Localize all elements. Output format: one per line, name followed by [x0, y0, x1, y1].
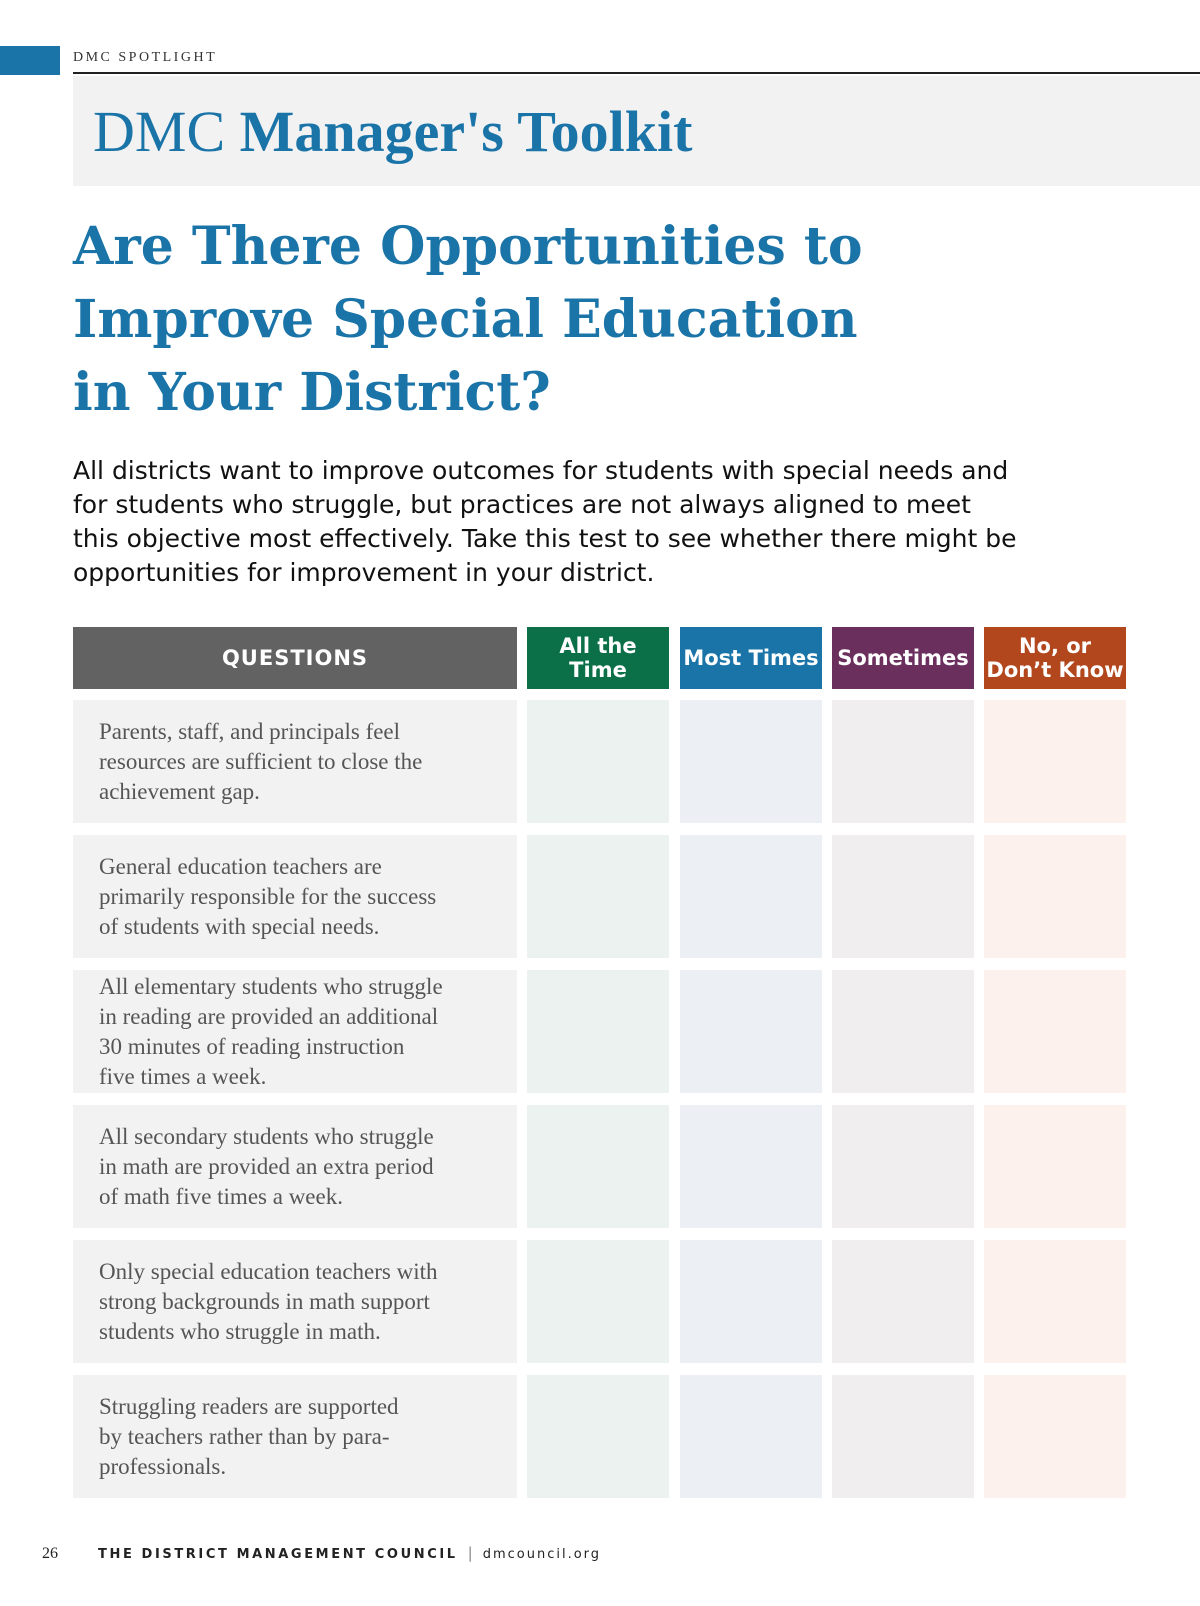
answer-cell-all-the-time[interactable]: [527, 1105, 669, 1228]
question-line: five times a week.: [99, 1063, 267, 1089]
no-or-dont-know-line: Don’t Know: [986, 658, 1124, 682]
sometimes-header: Sometimes: [832, 627, 974, 689]
question-line: All elementary students who struggle: [99, 973, 443, 999]
question-line: achievement gap.: [99, 778, 260, 804]
answer-cell-all-the-time[interactable]: [527, 835, 669, 958]
answer-cell-sometimes[interactable]: [832, 835, 974, 958]
question-cell: [73, 835, 517, 958]
question-line: strong backgrounds in math support: [99, 1288, 430, 1314]
question-line: General education teachers are: [99, 853, 382, 879]
question-text: [99, 1122, 509, 1212]
intro-line: All districts want to improve outcomes for students with special needs and: [73, 456, 1009, 485]
page-number: 26: [42, 1545, 58, 1562]
answer-cell-sometimes[interactable]: [832, 1105, 974, 1228]
headline: [73, 210, 1073, 429]
top-rule: [73, 72, 1200, 74]
question-line: professionals.: [99, 1453, 227, 1479]
question-line: Only special education teachers with: [99, 1258, 438, 1284]
footer: [42, 1544, 601, 1563]
question-line: resources are sufficient to close the: [99, 748, 423, 774]
title-prefix: DMC: [93, 99, 226, 164]
answer-cell-no-or-dont-know[interactable]: [984, 835, 1126, 958]
answer-cell-no-or-dont-know[interactable]: [984, 1240, 1126, 1363]
answer-cell-no-or-dont-know[interactable]: [984, 1375, 1126, 1498]
intro-line: for students who struggle, but practices are not always aligned to meet: [73, 490, 971, 519]
question-line: of students with special needs.: [99, 913, 380, 939]
answer-cell-most-times[interactable]: [680, 1105, 822, 1228]
no-or-dont-know-line: No, or: [1018, 634, 1092, 658]
answer-cell-most-times[interactable]: [680, 970, 822, 1093]
answer-cell-most-times[interactable]: [680, 1240, 822, 1363]
question-line: in math are provided an extra period: [99, 1153, 434, 1179]
answer-cell-no-or-dont-know[interactable]: [984, 1105, 1126, 1228]
title-band: [73, 76, 1200, 186]
question-line: of math five times a week.: [99, 1183, 343, 1209]
section-label: DMC SPOTLIGHT: [73, 50, 218, 65]
headline-line: Improve Special Education: [73, 289, 858, 350]
headline-line: in Your District?: [73, 362, 551, 423]
question-line: Struggling readers are supported: [99, 1393, 399, 1419]
question-line: students who struggle in math.: [99, 1318, 381, 1344]
intro-line: opportunities for improvement in your district.: [73, 558, 655, 587]
question-line: 30 minutes of reading instruction: [99, 1033, 405, 1059]
answer-cell-all-the-time[interactable]: [527, 1240, 669, 1363]
answer-cell-sometimes[interactable]: [832, 1375, 974, 1498]
question-text: [99, 852, 509, 942]
answer-cell-sometimes[interactable]: [832, 1240, 974, 1363]
answer-cell-sometimes[interactable]: [832, 700, 974, 823]
question-cell: [73, 1105, 517, 1228]
title-main: Manager's Toolkit: [239, 99, 693, 164]
question-text: [99, 1257, 509, 1347]
question-line: in reading are provided an additional: [99, 1003, 439, 1029]
question-text: [99, 972, 509, 1092]
question-line: All secondary students who struggle: [99, 1123, 434, 1149]
answer-cell-sometimes[interactable]: [832, 970, 974, 1093]
answer-cell-all-the-time[interactable]: [527, 970, 669, 1093]
footer-org: THE DISTRICT MANAGEMENT COUNCIL: [98, 1547, 458, 1562]
answer-cell-most-times[interactable]: [680, 835, 822, 958]
all-the-time-header: All the Time: [527, 627, 669, 689]
headline-line: Are There Opportunities to: [73, 216, 863, 277]
question-text: [99, 717, 509, 807]
answer-cell-most-times[interactable]: [680, 1375, 822, 1498]
answer-cell-all-the-time[interactable]: [527, 1375, 669, 1498]
questions-header: QUESTIONS: [73, 627, 517, 689]
question-cell: [73, 700, 517, 823]
question-cell: [73, 1375, 517, 1498]
intro-line: this objective most effectively. Take this test to see whether there might be: [73, 524, 1017, 553]
answer-cell-all-the-time[interactable]: [527, 700, 669, 823]
intro-paragraph: [73, 454, 1133, 590]
question-cell: [73, 1240, 517, 1363]
question-cell: [73, 970, 517, 1093]
no-or-dont-know-header: [984, 627, 1126, 689]
question-line: Parents, staff, and principals feel: [99, 718, 401, 744]
answer-cell-no-or-dont-know[interactable]: [984, 970, 1126, 1093]
top-accent-bar: [0, 46, 60, 75]
footer-separator: |: [467, 1544, 473, 1562]
most-times-header: Most Times: [680, 627, 822, 689]
question-line: primarily responsible for the success: [99, 883, 437, 909]
answer-cell-no-or-dont-know[interactable]: [984, 700, 1126, 823]
page-title: [93, 100, 692, 164]
answer-cell-most-times[interactable]: [680, 700, 822, 823]
question-line: by teachers rather than by para-: [99, 1423, 390, 1449]
question-text: [99, 1392, 509, 1482]
footer-url: dmcouncil.org: [482, 1547, 602, 1562]
